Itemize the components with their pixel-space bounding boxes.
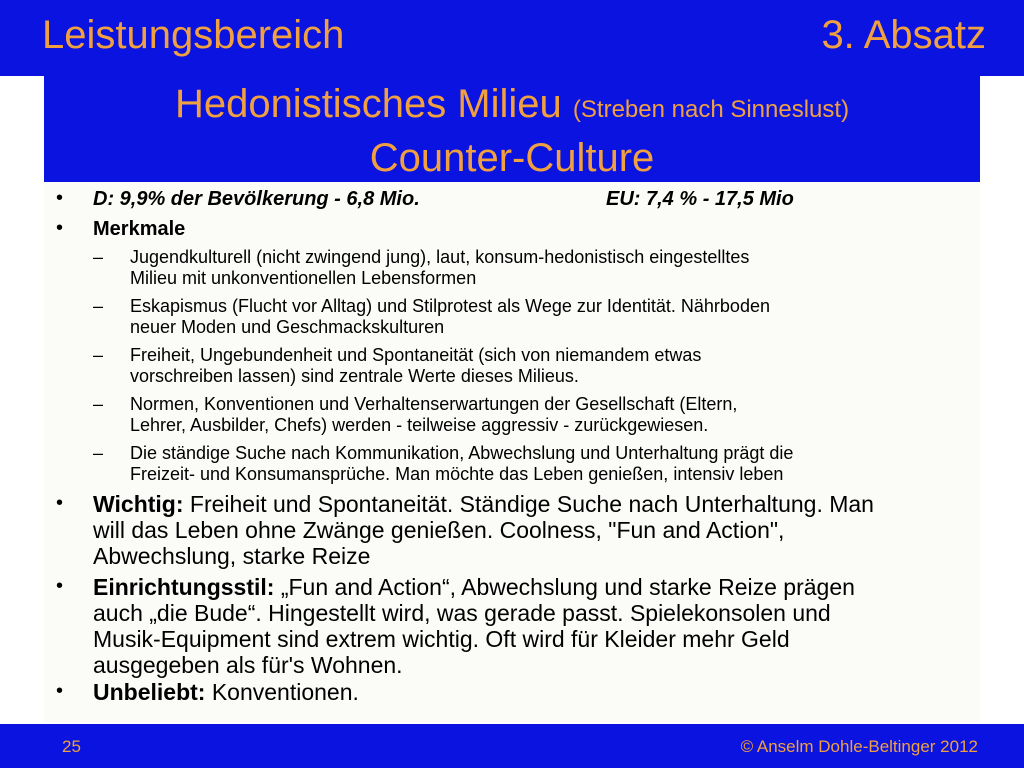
merkmal-5-line-1: Die ständige Suche nach Kommunikation, Abwechslung und Unterhaltung prägt die — [130, 443, 794, 463]
dash-icon: – — [93, 394, 104, 414]
einrichtung-text-1: „Fun and Action“, Abwechslung und starke Reize prägen — [280, 574, 855, 600]
wichtig-label: Wichtig: — [93, 491, 184, 517]
unbeliebt-text: Konventionen. — [211, 679, 359, 705]
merkmal-3-line-2: vorschreiben lassen) sind zentrale Werte dieses Milieus. — [130, 366, 579, 386]
einrichtung-line-3: Musik-Equipment sind extrem wichtig. Oft wird für Kleider mehr Geld — [93, 626, 790, 652]
bullet-icon: • — [56, 575, 64, 597]
stats-eu: EU: 7,4 % - 17,5 Mio — [606, 188, 794, 210]
merkmal-4-line-2: Lehrer, Ausbilder, Chefs) werden - teilweise aggressiv - zurückgewiesen. — [130, 415, 709, 435]
slide-title-main: Hedonistisches Milieu — [174, 82, 562, 126]
dash-icon: – — [93, 247, 104, 267]
wichtig-line-1 — [93, 491, 874, 517]
merkmal-5-line-2: Freizeit- und Konsumansprüche. Man möchte das Leben genießen, intensiv leben — [130, 464, 784, 484]
einrichtung-label: Einrichtungsstil: — [93, 574, 275, 600]
side-strip — [980, 76, 1024, 724]
einrichtung-line-1 — [93, 574, 855, 600]
dash-icon: – — [93, 296, 104, 316]
merkmal-2-line-2: neuer Moden und Geschmackskulturen — [130, 317, 445, 337]
copyright: © Anselm Dohle-Beltinger 2012 — [740, 737, 978, 756]
page-number: 25 — [62, 737, 81, 756]
wichtig-line-2: will das Leben ohne Zwänge genießen. Coolness, "Fun and Action", — [93, 517, 785, 543]
unbeliebt-line — [93, 679, 359, 705]
merkmal-3-line-1: Freiheit, Ungebundenheit und Spontaneität (sich von niemandem etwas — [130, 345, 702, 365]
stats-de: D: 9,9% der Bevölkerung - 6,8 Mio. — [93, 188, 420, 210]
merkmal-4-line-1: Normen, Konventionen und Verhaltenserwartungen der Gesellschaft (Eltern, — [130, 394, 738, 414]
merkmal-1-line-2: Milieu mit unkonventionellen Lebensformen — [130, 268, 477, 288]
bullet-icon: • — [56, 492, 64, 514]
merkmal-1-line-1: Jugendkulturell (nicht zwingend jung), laut, konsum-hedonistisch eingestelltes — [130, 247, 750, 267]
einrichtung-line-4: ausgegeben als für's Wohnen. — [93, 652, 403, 678]
merkmale-heading: Merkmale — [93, 218, 186, 240]
bullet-icon: • — [56, 680, 64, 702]
slide-title — [44, 80, 980, 134]
section-number: 3. Absatz — [821, 13, 986, 57]
wichtig-line-3: Abwechslung, starke Reize — [93, 543, 371, 569]
bullet-icon: • — [56, 217, 64, 239]
bullet-icon: • — [56, 187, 64, 209]
section-title: Leistungsbereich — [42, 13, 345, 57]
unbeliebt-label: Unbeliebt: — [93, 679, 206, 705]
merkmal-2-line-1: Eskapismus (Flucht vor Alltag) und Stilprotest als Wege zur Identität. Nährboden — [130, 296, 770, 316]
dash-icon: – — [93, 345, 104, 365]
wichtig-text-1: Freiheit und Spontaneität. Ständige Suche nach Unterhaltung. Man — [189, 491, 874, 517]
dash-icon: – — [93, 443, 104, 463]
slide-subtitle: Counter-Culture — [369, 136, 655, 180]
slide-title-sub: (Streben nach Sinneslust) — [572, 96, 850, 123]
einrichtung-line-2: auch „die Bude“. Hingestellt wird, was gerade passt. Spielekonsolen und — [93, 600, 831, 626]
